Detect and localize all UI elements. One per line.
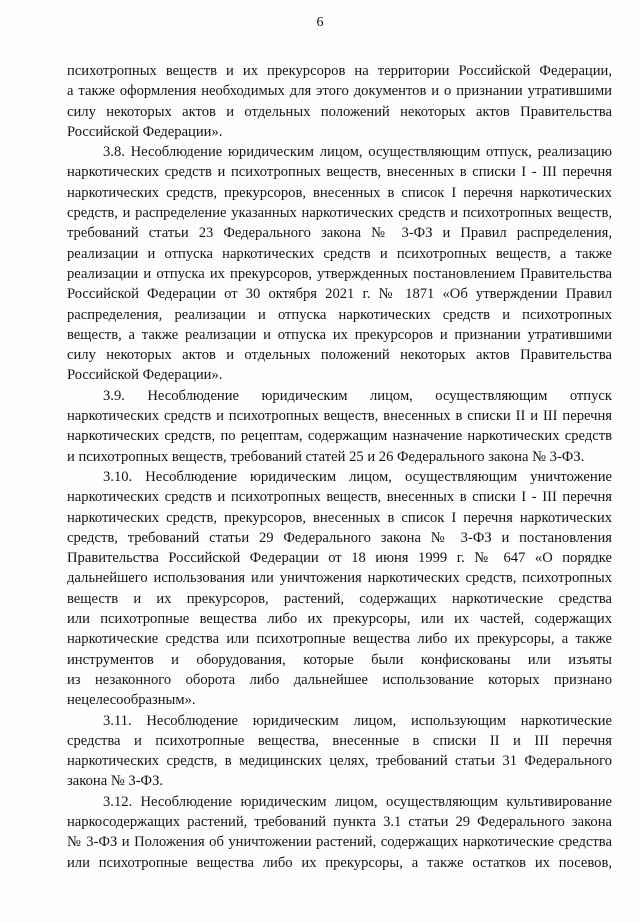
text-line: наркотических средств и психотропных веществ, внесенных в списки II и III перечня: [67, 408, 612, 425]
text-line: средств, требований статьи 29 Федерального закона № 3-ФЗ и постановления: [67, 529, 612, 546]
text-line: Российской Федерации».: [67, 123, 223, 140]
text-line: инструментов и оборудования, которые были конфискованы или изъяты: [67, 651, 612, 668]
text-line: а также оформления необходимых для этого документов и о признании утратившими: [67, 83, 612, 100]
text-line: наркотических средств и психотропных веществ, внесенных в списки I - III перечня: [67, 164, 612, 181]
text-line: Российской Федерации от 30 октября 2021 г. № 1871 «Об утверждении Правил: [67, 286, 612, 303]
text-line: 3.8. Несоблюдение юридическим лицом, осуществляющим отпуск, реализацию: [103, 144, 612, 161]
text-line: веществ, а также реализации и отпуска их прекурсоров и признании утратившими: [67, 326, 612, 343]
text-line: средств, и распределение указанных наркотических средств и психотропных веществ,: [67, 205, 612, 222]
document-body: [67, 61, 612, 873]
text-line: силу некоторых актов и отдельных положений некоторых актов Правительства: [67, 347, 612, 364]
text-line: закона № 3-ФЗ.: [67, 773, 164, 790]
text-line: нецелесообразным».: [67, 692, 196, 709]
text-line: наркотических средств, прекурсоров, внесенных в список I перечня наркотических: [67, 509, 612, 526]
text-line: наркотических средств, по рецептам, содержащим назначение наркотических средств: [67, 428, 612, 445]
paragraph-continuation: [67, 61, 612, 142]
text-line: реализации и отпуска наркотических средств и психотропных веществ, а также: [67, 245, 612, 262]
text-line: или психотропные вещества либо их прекурсоры, или их частей, содержащих: [67, 611, 612, 628]
text-line: средства и психотропные вещества, внесенные в списки II и III перечня: [67, 732, 612, 749]
paragraph-item-3-11: [67, 711, 612, 792]
text-line: силу некоторых актов и отдельных положений некоторых актов Правительства: [67, 103, 612, 120]
text-line: реализации и отпуска их прекурсоров, утвержденных постановлением Правительства: [67, 265, 612, 282]
text-line: 3.9. Несоблюдение юридическим лицом, осуществляющим отпуск: [103, 387, 612, 404]
paragraph-item-3-10: [67, 467, 612, 711]
text-line: из незаконного оборота либо дальнейшее использование которых признано: [67, 671, 612, 688]
paragraph-item-3-12: [67, 792, 612, 873]
text-line: наркотических средств и психотропных веществ, внесенных в списки I - III перечня: [67, 489, 612, 506]
text-line: или психотропные вещества либо их прекурсоры, а также остатков их посевов,: [67, 854, 612, 871]
text-line: Правительства Российской Федерации от 18 июня 1999 г. № 647 «О порядке: [67, 550, 612, 567]
text-line: психотропных веществ и их прекурсоров на территории Российской Федерации,: [67, 63, 612, 79]
text-line: наркотические средства или психотропные вещества либо их прекурсоры, а также: [67, 631, 612, 648]
text-line: № 3-ФЗ и Положения об уничтожении растений, содержащих наркотические средства: [67, 834, 612, 851]
page-number: 6: [316, 15, 324, 30]
text-line: 3.10. Несоблюдение юридическим лицом, осуществляющим уничтожение: [103, 468, 612, 485]
text-line: и психотропных веществ, требований статей 25 и 26 Федерального закона № 3-ФЗ.: [67, 448, 585, 465]
text-line: Российской Федерации».: [67, 367, 223, 384]
paragraph-item-3-9: [67, 386, 612, 467]
text-line: требований статьи 23 Федерального закона № 3-ФЗ и Правил распределения,: [67, 225, 612, 242]
text-line: веществ и их прекурсоров, растений, содержащих наркотические средства: [67, 590, 612, 607]
text-line: 3.11. Несоблюдение юридическим лицом, использующим наркотические: [103, 712, 612, 729]
text-line: наркотических средств, в медицинских целях, требований статьи 31 Федерального: [67, 753, 612, 770]
text-line: дальнейшего использования или уничтожения наркотических средств, психотропных: [67, 570, 612, 587]
text-line: наркотических средств, прекурсоров, внесенных в список I перечня наркотических: [67, 184, 612, 201]
text-line: распределения, реализации и отпуска наркотических средств и психотропных: [67, 306, 612, 323]
text-line: 3.12. Несоблюдение юридическим лицом, осуществляющим культивирование: [103, 793, 612, 810]
text-line: наркосодержащих растений, требований пункта 3.1 статьи 29 Федерального закона: [67, 813, 612, 830]
paragraph-item-3-8: [67, 142, 612, 386]
